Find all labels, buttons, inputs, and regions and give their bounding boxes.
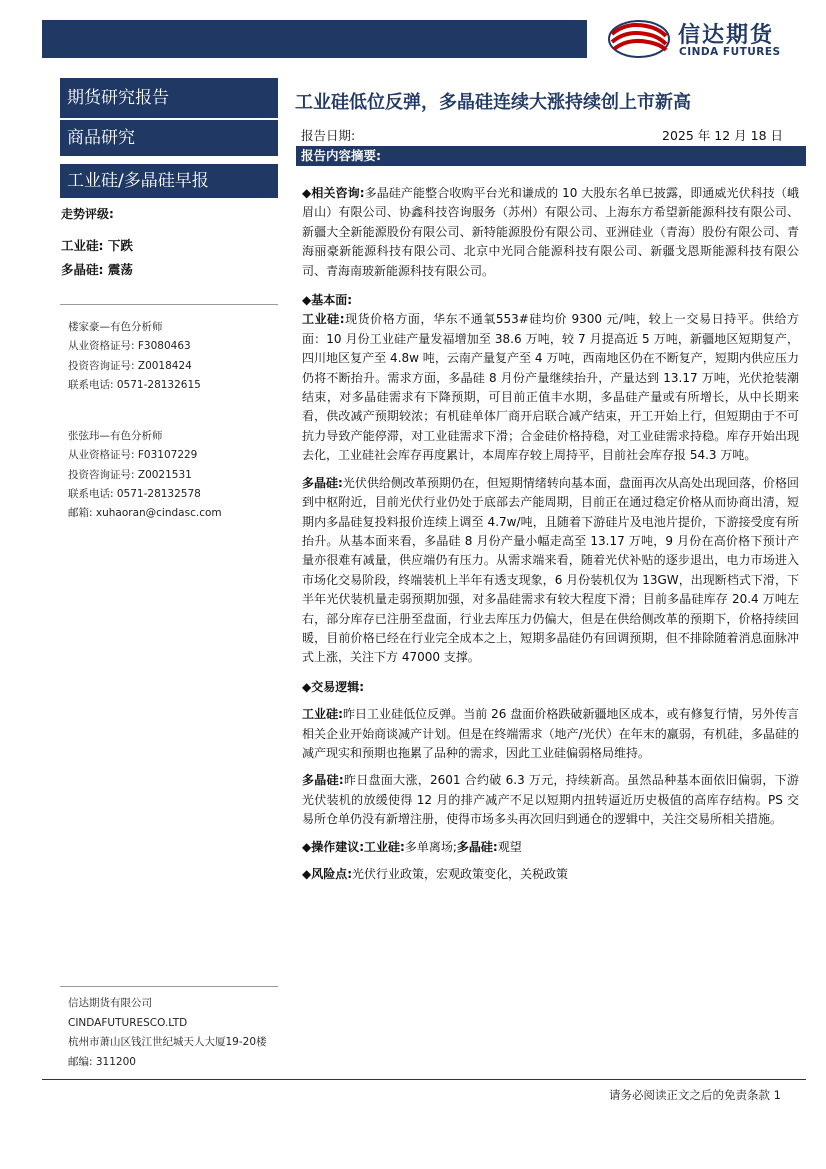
rating-title: 走势评级:: [61, 207, 114, 221]
label-polysilicon: 多晶硅:: [302, 475, 343, 490]
company-address: 杭州市萧山区钱江世纪城天人大厦19-20楼: [68, 1036, 267, 1048]
sidebar-divider: [60, 304, 278, 305]
analyst-license: 从业资格证号: F3080463: [68, 340, 191, 353]
sidebar-report-type: 期货研究报告: [60, 78, 278, 118]
company-logo: [606, 16, 806, 64]
analyst-2: [68, 427, 222, 523]
company-postcode: 邮编: 311200: [68, 1055, 136, 1068]
basic-si-text: 现货价格方面，华东不通氧553#硅均价 9300 元/吨，较上一交易日持平。供给方面：10 月份工业硅产量发福增加至 38.6 万吨，较 7 月提高近 5 万吨，新疆地区短期复产，四川地区复产至 4.8w 吨，云南产量复产至 4 万吨，西南地区仍在不断复产，短期内供应压力仍将不断抬升。需求方面，多晶硅 8 月份产量继续抬升，产量达到 13.17 万吨，光伏抢装潮结束，对多晶硅需求有下降预期，可目前正值丰水期，多晶硅产量或有所增长，从中长期来看，供改减产预期较浓；有机硅单体厂商开启联合减产结束，开工开始上行，但短期由于不可抗力导致产能停滞，对工业硅需求下滑；合金硅价格持稳，对工业硅需求持稳。库存开始出现去化，工业硅社会库存再度累计，本周库存较上周持平，目前社会库存报 54.3 万吨。: [302, 312, 799, 463]
section-title-consult: ◆相关咨询:: [302, 186, 365, 200]
sidebar-report-name: 工业硅/多晶硅早报: [60, 164, 278, 198]
footer-disclaimer: 请务必阅读正文之后的免责条款 1: [609, 1088, 781, 1102]
section-title-risk: ◆风险点:: [302, 867, 353, 881]
analyst-phone: 联系电话: 0571-28132615: [68, 378, 201, 391]
company-name: 信达期货有限公司: [68, 997, 152, 1009]
analyst-consult-license: 投资咨询证号: Z0021531: [68, 468, 192, 481]
op-si-text: 多单离场;: [404, 839, 457, 854]
basic-poly-text: 光伏供给侧改革预期仍在，但短期情绪转向基本面，盘面再次从高处出现回落，价格回到中枢附近，目前光伏行业仍处于底部去产能周期，目前正在通过稳定价格从而协商出清，短期内多晶硅复投料报价连续上调至 4.7w/吨，且随着下游硅片及电池片提价，下游接受度有所抬升。从基本面来看，多晶硅 8 月份产量小幅走高至 13.17 万吨，9 月份在高价格下预计产量亦很难有减量，供应端仍有压力。从需求端来看，随着光伏补贴的逐步退出，电力市场进入市场化交易阶段，终端装机上半年有透支现象，6 月份装机仅为 13GW，出现断档式下滑，下半年光伏装机量走弱预期加强，对多晶硅需求有较大程度下滑；目前多晶硅库存 20.4 万吨左右，部分库存已注册至盘面，行业去库压力仍偏大，但是在供给侧改革的预期下，价格持续回暖，目前价格已经在行业完全成本之上，短期多晶硅仍有回调预期，但不排除随着消息面脉冲式上涨，关注下方 47000 支撑。: [302, 475, 799, 665]
label-industrial-silicon: 工业硅:: [302, 707, 343, 722]
trade-poly-paragraph: [302, 771, 799, 829]
trade-poly-text: 昨日盘面大涨，2601 合约破 6.3 万元，持续新高。虽然品种基本面依旧偏弱，下游光伏装机的放缓使得 12 月的排产减产不足以短期内扭转逼近历史极值的高库存结构。PS 交易所仓单仍没有新增注册，使得市场多头再次回归到通仓的逻辑中，关注交易所相关措施。: [302, 773, 799, 827]
rating-industrial-silicon: 工业硅: 下跌: [61, 238, 133, 253]
sidebar: [60, 78, 278, 1079]
basic-si-paragraph: [302, 310, 799, 465]
report-content: [302, 184, 799, 884]
company-info: [68, 994, 267, 1072]
risk-paragraph: [302, 865, 799, 884]
consult-paragraph: [302, 184, 799, 281]
logo-mark-icon: [606, 16, 672, 62]
label-industrial-silicon: 工业硅:: [364, 839, 405, 854]
logo-text-en: CINDA FUTURES: [679, 46, 781, 58]
summary-header: 报告内容摘要:: [296, 146, 806, 166]
analyst-consult-license: 投资咨询证号: Z0018424: [68, 359, 192, 372]
header-bar: [42, 20, 587, 58]
op-poly-text: 观望: [497, 839, 522, 854]
section-title-basic: ◆基本面:: [302, 293, 353, 308]
label-polysilicon: 多晶硅:: [456, 839, 498, 854]
label-polysilicon: 多晶硅:: [302, 773, 344, 788]
analyst-name: 楼家豪—有色分析师: [68, 321, 163, 333]
sidebar-divider: [60, 986, 278, 987]
report-date-label: 报告日期:: [301, 128, 356, 143]
trade-si-paragraph: [302, 705, 799, 763]
analyst-phone: 联系电话: 0571-28132578: [68, 487, 201, 500]
analyst-1: [68, 318, 201, 395]
analyst-license: 从业资格证号: F03107229: [68, 449, 198, 462]
report-title: 工业硅低位反弹，多晶硅连续大涨持续创上市新高: [295, 92, 691, 113]
company-name-en: CINDAFUTURESCO.LTD: [68, 1016, 188, 1029]
sidebar-category: 商品研究: [60, 120, 278, 156]
section-title-trade: ◆交易逻辑:: [302, 679, 365, 694]
risk-text: 光伏行业政策，宏观政策变化，关税政策: [352, 867, 569, 881]
label-industrial-silicon: 工业硅:: [302, 312, 345, 327]
operation-paragraph: [302, 838, 799, 857]
basic-poly-paragraph: [302, 474, 799, 668]
section-title-operation: ◆操作建议:: [302, 839, 365, 854]
logo-text-cn: 信达期货: [678, 23, 775, 48]
analyst-email[interactable]: 邮箱: xuhaoran@cindasc.com: [68, 507, 222, 520]
rating-polysilicon: 多晶硅: 震荡: [61, 262, 133, 277]
trade-si-text: 昨日工业硅低位反弹。当前 26 盘面价格跌破新疆地区成本，或有修复行情，另外传言相关企业开始商谈减产计划。但是在终端需求（地产/光伏）在年末的羸弱，有机硅，多晶硅的减产现实和预期也拖累了品种的需求，因此工业硅偏弱格局维持。: [302, 707, 799, 760]
report-date: 2025 年 12 月 18 日: [662, 128, 783, 143]
footer-divider: [42, 1079, 806, 1080]
consult-text: 多晶硅产能整合收购平台光和谦成的 10 大股东名单已披露，即通威光伏科技（峨眉山）有限公司、协鑫科技咨询服务（苏州）有限公司、上海东方希望新能源科技有限公司、新疆大全新能源股份有限公司、新特能源股份有限公司、亚洲硅业（青海）股份有限公司、青海丽豪新能源科技有限公司、北京中光同合能源科技有限公司、新疆戈恩斯能源科技有限公司、青海南玻新能源科技有限公司。: [302, 186, 799, 278]
analyst-name: 张弦玮—有色分析师: [68, 430, 163, 442]
